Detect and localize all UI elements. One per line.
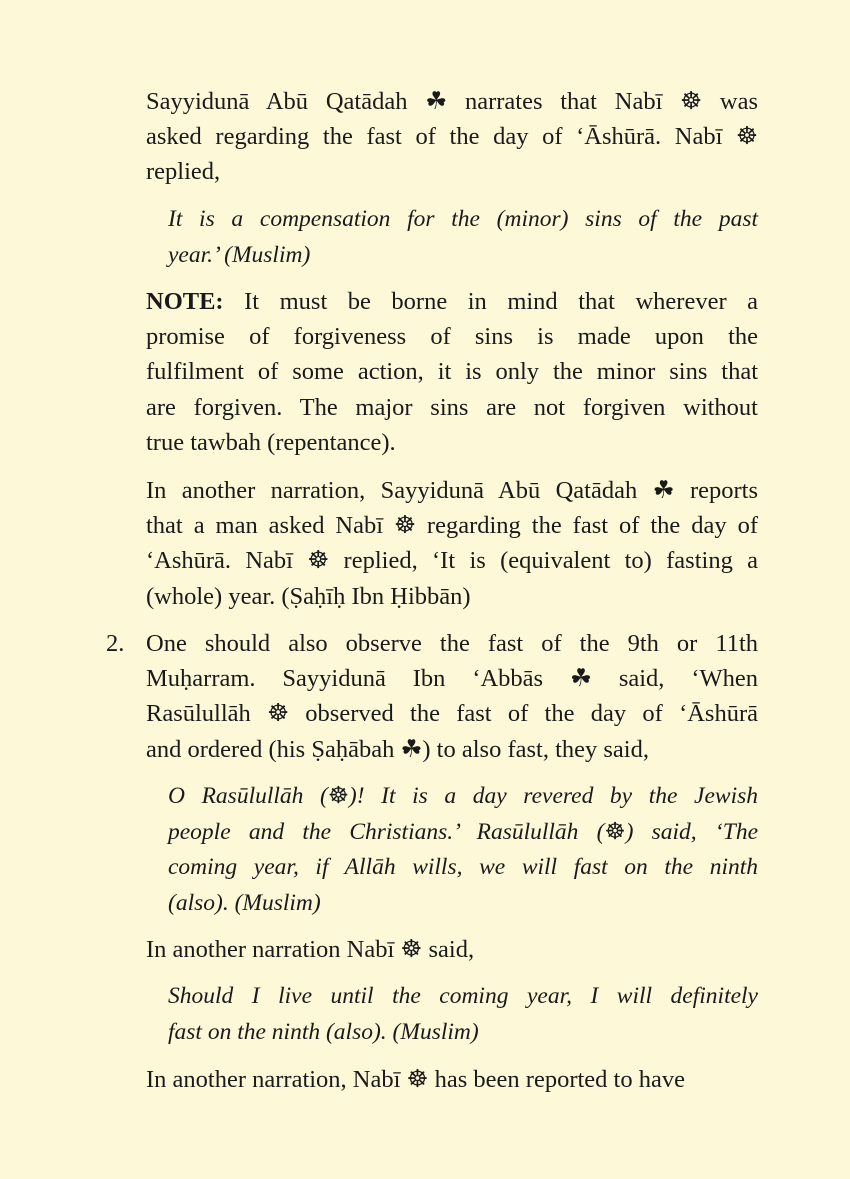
- paragraph-nabi-said: [146, 932, 758, 967]
- text-line: true tawbah (repentance).: [146, 428, 396, 456]
- text-line: Rasūlullāh ☸ observed the fast of the day of ‘Āshūrā: [146, 700, 758, 728]
- note-first-line: It must be borne in mind that wherever a: [223, 288, 758, 315]
- text-line: are forgiven. The major sins are not forgiven without: [146, 393, 758, 421]
- text-line: and ordered (his Ṣaḥābah ☘) to also fast, they said,: [146, 735, 649, 763]
- quote-compensation: [168, 202, 758, 273]
- text-line: [146, 284, 758, 319]
- quote-line: Should I live until the coming year, I will definitely: [168, 983, 758, 1009]
- paragraph-reported: [146, 1062, 758, 1097]
- list-item-2: [146, 626, 758, 767]
- note-label: NOTE:: [146, 288, 224, 315]
- text-line: One should also observe the fast of the 9th or 11th: [146, 630, 758, 657]
- quote-line: fast on the ninth (also). (Muslim): [168, 1018, 479, 1045]
- text-line: (whole) year. (Ṣaḥīḥ Ibn Ḥibbān): [146, 582, 471, 610]
- text-line: promise of forgiveness of sins is made upon the: [146, 323, 758, 351]
- text-line: that a man asked Nabī ☸ regarding the fast of the day of: [146, 512, 758, 540]
- text-line: In another narration, Nabī ☸ has been reported to have: [146, 1066, 685, 1093]
- quote-live-until: [168, 979, 758, 1050]
- quote-line: coming year, if Allāh wills, we will fast on the ninth: [168, 854, 758, 880]
- paragraph-abu-qatadah: [146, 84, 758, 190]
- text-line: In another narration, Sayyidunā Abū Qatādah ☘ reports: [146, 477, 758, 504]
- text-line: In another narration Nabī ☸ said,: [146, 936, 475, 963]
- text-line: fulfilment of some action, it is only the minor sins that: [146, 358, 758, 386]
- text-line: asked regarding the fast of the day of ‘Āshūrā. Nabī ☸: [146, 123, 758, 151]
- quote-line: O Rasūlullāh (☸)! It is a day revered by the Jewish: [168, 783, 758, 809]
- text-line: replied,: [146, 158, 221, 186]
- list-item-number: 2.: [106, 630, 125, 657]
- quote-line: (also). (Muslim): [168, 889, 321, 916]
- quote-line: It is a compensation for the (minor) sins of the past: [168, 206, 758, 232]
- quote-line: people and the Christians.’ Rasūlullāh (☸) said, ‘The: [168, 818, 758, 845]
- paragraph-another-narration: [146, 473, 758, 614]
- quote-rasulullah: [168, 779, 758, 921]
- text-line: ‘Ashūrā. Nabī ☸ replied, ‘It is (equivalent to) fasting a: [146, 547, 758, 575]
- text-line: Muḥarram. Sayyidunā Ibn ‘Abbās ☘ said, ‘When: [146, 665, 758, 693]
- quote-line: year.’ (Muslim): [168, 241, 311, 268]
- note-paragraph: [146, 284, 758, 460]
- text-line: Sayyidunā Abū Qatādah ☘ narrates that Nabī ☸ was: [146, 88, 758, 115]
